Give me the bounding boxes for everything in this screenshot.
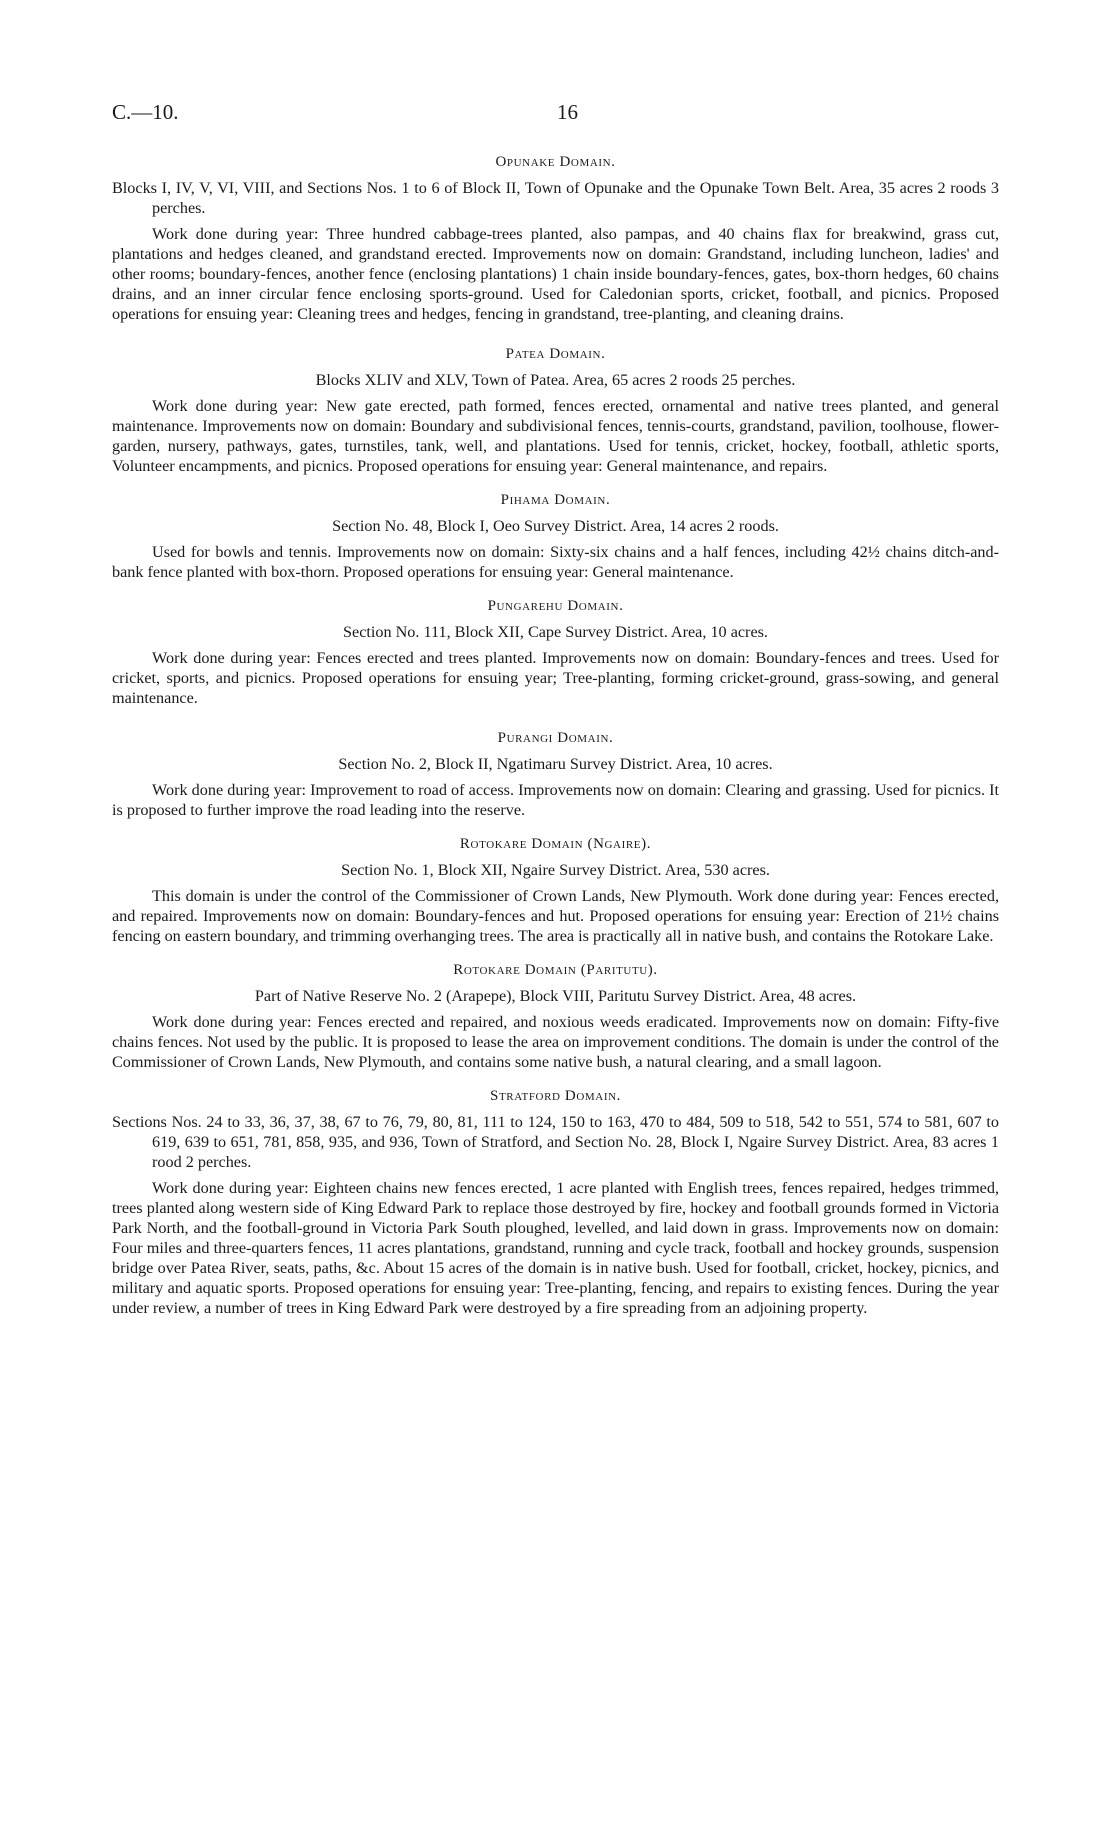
section-title: Opunake Domain. — [495, 154, 616, 170]
section-title: Stratford Domain. — [490, 1088, 621, 1104]
page-content — [112, 152, 999, 1318]
section-description: Blocks I, IV, V, VI, VIII, and Sections Nos. 1 to 6 of Block II, Town of Opunake and the Opunake Town Belt. Area, 35 acres 2 roods 3 perches. — [112, 179, 999, 217]
section-body: Work done during year: Fences erected and repaired, and noxious weeds eradicated. Improvements now on domain: Fifty-five chains fences. Not used by the public. It is proposed to lease the area on improvement conditions. The domain is under the control of the Commissioner of Crown Lands, New Plymouth, and contains some native bush, a natural clearing, and a small lagoon. — [112, 1013, 999, 1071]
section-body: Work done during year: Three hundred cabbage-trees planted, also pampas, and 40 chains flax for breakwind, grass cut, plantations and hedges cleaned, and grandstand erected. Improvements now on domain: Grandstand, including luncheon, ladies' and other rooms; boundary-fences, another fence (enclosing plantations) 1 chain inside boundary-fences, gates, box-thorn hedges, 60 chains drains, and an inner circular fence enclosing sports-ground. Used for Caledonian sports, cricket, football, and picnics. Proposed operations for ensuing year: Cleaning trees and hedges, fencing in grandstand, tree-planting, and cleaning drains. — [112, 225, 999, 323]
section-title: Rotokare Domain (Paritutu). — [453, 962, 658, 978]
section-description: Section No. 111, Block XII, Cape Survey District. Area, 10 acres. — [343, 623, 768, 641]
section-patea-domain — [112, 344, 999, 476]
section-opunake-domain — [112, 152, 999, 324]
section-body: Work done during year: Eighteen chains new fences erected, 1 acre planted with English trees, fences repaired, hedges trimmed, trees planted along western side of King Edward Park to replace those destroyed by fire, hockey and football grounds formed in Victoria Park North, and the football-ground in Victoria Park South ploughed, levelled, and laid down in grass. Improvements now on domain: Four miles and three-quarters fences, 11 acres plantations, grandstand, running and cycle track, football and hockey grounds, suspension bridge over Patea River, seats, paths, &c. About 15 acres of the domain is in native bush. Used for football, cricket, hockey, picnics, and military and aquatic sports. Proposed operations for ensuing year: Tree-planting, fencing, and repairs to existing fences. During the year under review, a number of trees in King Edward Park were destroyed by a fire spreading from an adjoining property. — [112, 1179, 999, 1317]
section-description: Part of Native Reserve No. 2 (Arapepe), Block VIII, Paritutu Survey District. Area, 48 acres. — [254, 987, 857, 1005]
section-body: Work done during year: Improvement to road of access. Improvements now on domain: Clearing and grassing. Used for picnics. It is proposed to further improve the road leading into the reserve. — [112, 781, 999, 819]
section-body: Used for bowls and tennis. Improvements now on domain: Sixty-six chains and a half fences, including 42½ chains ditch-and-bank fence planted with box-thorn. Proposed operations for ensuing year: General maintenance. — [112, 543, 999, 581]
section-description: Section No. 48, Block I, Oeo Survey District. Area, 14 acres 2 roods. — [332, 517, 779, 535]
section-title: Patea Domain. — [505, 346, 606, 362]
section-description: Sections Nos. 24 to 33, 36, 37, 38, 67 to 76, 79, 80, 81, 111 to 124, 150 to 163, 470 to 484, 509 to 518, 542 to 551, 574 to 581, 607 to 619, 639 to 651, 781, 858, 935, and 936, Town of Stratford, and Section No. 28, Block I, Ngaire Survey District. Area, 83 acres 1 rood 2 perches. — [112, 1113, 999, 1171]
page-header — [112, 100, 1002, 130]
section-body: Work done during year: Fences erected and trees planted. Improvements now on domain: Boundary-fences and trees. Used for cricket, sports, and picnics. Proposed operations for ensuing year; Tree-planting, forming cricket-ground, grass-sowing, and general maintenance. — [112, 649, 999, 707]
section-stratford-domain — [112, 1086, 999, 1318]
section-title: Purangi Domain. — [497, 730, 614, 746]
section-description: Blocks XLIV and XLV, Town of Patea. Area, 65 acres 2 roods 25 perches. — [315, 371, 796, 389]
section-description: Section No. 1, Block XII, Ngaire Survey District. Area, 530 acres. — [341, 861, 770, 879]
section-title: Pungarehu Domain. — [487, 598, 624, 614]
section-title: Rotokare Domain (Ngaire). — [459, 836, 652, 852]
section-title: Pihama Domain. — [500, 492, 611, 508]
section-body: Work done during year: New gate erected, path formed, fences erected, ornamental and native trees planted, and general maintenance. Improvements now on domain: Boundary and subdivisional fences, tennis-courts, grandstand, pavilion, toolhouse, flower-garden, nursery, pathways, gates, turnstiles, tank, well, and plantations. Used for tennis, cricket, hockey, football, athletic sports, Volunteer encampments, and picnics. Proposed operations for ensuing year: General maintenance, and repairs. — [112, 397, 999, 475]
section-purangi-domain — [112, 728, 999, 820]
section-description: Section No. 2, Block II, Ngatimaru Survey District. Area, 10 acres. — [338, 755, 773, 773]
section-pihama-domain — [112, 490, 999, 582]
section-rotokare-domain-ngaire — [112, 834, 999, 946]
section-body: This domain is under the control of the Commissioner of Crown Lands, New Plymouth. Work done during year: Fences erected, and repaired. Improvements now on domain: Boundary-fences and hut. Proposed operations for ensuing year: Erection of 21½ chains fencing on eastern boundary, and trimming overhanging trees. The area is practically all in native bush, and contains the Rotokare Lake. — [112, 887, 999, 945]
section-rotokare-domain-paritutu — [112, 960, 999, 1072]
document-reference: C.—10. — [112, 100, 179, 124]
page-number: 16 — [557, 100, 578, 124]
section-pungarehu-domain — [112, 596, 999, 708]
